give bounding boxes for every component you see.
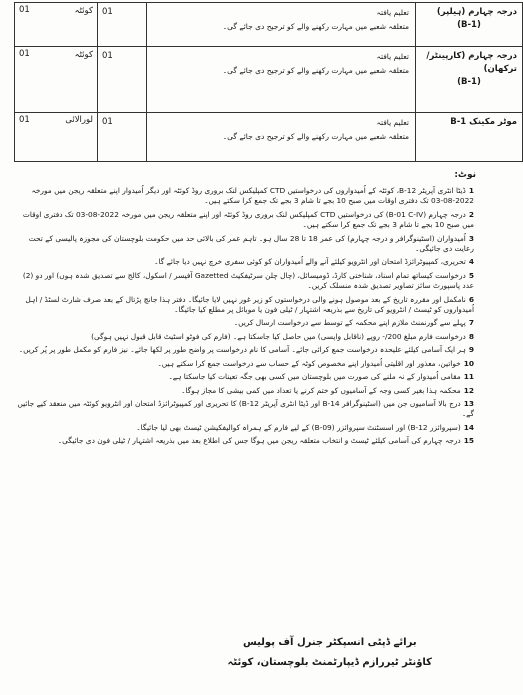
requirement-cell	[147, 112, 416, 161]
note-text: تحریری، کمپیوٹرائزڈ امتحان اور انٹرویو کیلئے آنے والے اُمیدواران کو کوئی سفری خرچ نہیں دیا جائے گا۔	[154, 257, 466, 267]
note-text: نامکمل اور مقررہ تاریخ کے بعد موصول ہونے والی درخواستوں کو زیر غور نہیں لایا جائیگا۔ دفتر ہذا جانچ پڑتال کے بعد صرف شارٹ لسٹڈ / اہل اُمیدواروں کو ٹیسٹ / انٹرویو کی تاریخ سے بذریعہ اشتہار / ٹیلی فون یا موبائل پر مطلع کیا جائیگا۔	[25, 294, 474, 315]
note-text: درج بالا آسامیوں جن میں (اسٹینوگرافر B-14 اور ڈیٹا انٹری آپریٹر B-12) کا تحریری اور کمپیوٹرائزڈ امتحان اور انٹرویو کوئٹہ میں منعقد کیے جائیں گے۔	[17, 398, 474, 419]
note-text: اُمیدواران (اسٹینوگرافر و درجہ چہارم) کی عمر 18 تا 28 سال ہو۔ تاہم عمر کی بالائی حد میں حکومت بلوچستان کی مجوزہ پالیسی کے تحت رعایت دی جائیگی۔	[28, 233, 474, 254]
area-cell	[15, 3, 98, 47]
area-count: 01	[19, 114, 30, 125]
note-number: 9	[468, 345, 474, 355]
post-title: درجہ چہارم (ہیلپر)	[436, 7, 517, 17]
note-text: خواتین، معذور اور اقلیتی اُمیدوار اپنے مخصوص کوٹہ کے حساب سے درخواست جمع کرا سکتے ہیں۔	[157, 358, 461, 368]
note-item	[16, 345, 474, 355]
area-cell	[15, 112, 98, 161]
signature-block	[228, 633, 432, 673]
note-item	[16, 436, 474, 446]
area-count: 01	[19, 49, 30, 60]
note-item	[16, 186, 474, 207]
post-code: (B-1)	[457, 77, 481, 88]
area-label: کوئٹہ	[74, 6, 93, 16]
vacancy-table	[14, 2, 523, 162]
table-row	[15, 112, 523, 161]
note-number: 2	[468, 209, 474, 219]
table-row	[15, 3, 523, 47]
requirement-line: تعلیم یافتہ	[376, 8, 409, 17]
requirement-line: تعلیم یافتہ	[376, 117, 409, 127]
count-cell: 01	[98, 112, 147, 161]
area-cell	[15, 47, 98, 112]
count-cell: 01	[98, 47, 147, 112]
requirement-line: تعلیم یافتہ	[376, 52, 409, 62]
note-item	[16, 295, 474, 316]
note-item	[16, 423, 474, 433]
note-number: 7	[468, 318, 474, 328]
note-item	[16, 359, 474, 369]
post-cell	[416, 112, 523, 161]
post-title: موٹر مکینک B-1	[450, 116, 517, 127]
note-number: 14	[463, 422, 474, 432]
note-text: ڈیٹا انٹری آپریٹر B-12، کوئٹہ کے اُمیدواروں کی درخواستیں CTD کمپلیکس لنک بروری روڈ کوئٹہ اور دیگر اُمیدوار اپنے متعلقہ ریجن میں مورخہ 2022-08-03 تک دفتری اوقات میں صبح 10 بجے تا شام 3 بجے تک جمع کرا سکتے ہیں۔	[31, 186, 474, 206]
note-text: درجہ چہارم (B-01 C-IV) کی درخواستیں CTD کمپلیکس لنک بروری روڈ کوئٹہ اور اپنے متعلقہ ریجن میں مورخہ 2022-08-03 تک دفتری اوقات میں صبح 10 بجے تا شام 3 بجے تک جمع کرا سکتے ہیں۔	[22, 209, 474, 230]
post-cell	[416, 47, 523, 112]
note-item	[16, 257, 474, 267]
note-item	[16, 372, 474, 382]
count-cell: 01	[98, 3, 147, 47]
note-item	[16, 271, 474, 292]
note-text: ہر ایک آسامی کیلئے علیحدہ درخواست جمع کرائی جائے۔ آسامی کا نام درخواست پر واضح طور پر لکھا جائے۔ نیز فارم کو مکمل طور پر پُر کریں۔	[18, 345, 466, 355]
requirement-cell	[147, 47, 416, 112]
note-number: 1	[468, 186, 474, 195]
note-number: 3	[468, 233, 474, 243]
area-label: کوئٹہ	[74, 50, 93, 61]
note-number: 10	[463, 358, 474, 368]
notes-heading: نوٹ:	[454, 170, 476, 180]
note-number: 11	[463, 372, 474, 382]
note-item	[16, 318, 474, 328]
area-count: 01	[19, 5, 30, 15]
area-label: لورالائی	[65, 114, 93, 125]
note-item	[16, 399, 474, 420]
note-item	[16, 234, 474, 255]
note-text: درجہ چہارم کی آسامی کیلئے ٹیسٹ و انتخاب متعلقہ ریجن میں ہوگا جس کی اطلاع بعد میں بذریعہ اشتہار / ٹیلی فون دی جائیگی۔	[57, 436, 461, 446]
note-number: 6	[468, 294, 474, 304]
requirement-line: متعلقہ شعبے میں مہارت رکھنے والے کو ترجیح دی جائے گی۔	[222, 66, 409, 76]
requirement-cell	[147, 3, 416, 47]
note-text: (سپروائزر B-12) اور اسسٹنٹ سپروائزر (B-09) کے لیے فارم کے ہمراہ کوالیفکیشن ٹیسٹ بھی لیا جائیگا۔	[136, 422, 461, 432]
note-text: درخواست فارم مبلغ 200/- روپے (ناقابل واپسی) میں حاصل کیا جاسکتا ہے۔ (فارم کی فوٹو اسٹیٹ قابل قبول نہیں ہوگی)	[91, 331, 466, 341]
note-number: 8	[468, 331, 474, 341]
note-text: درخواست کیساتھ تمام اسناد، شناختی کارڈ، ڈومیسائل، (چال چلن سرٹیفکیٹ Gazetted آفیسر / اسکول، کالج سے تصدیق شدہ ہوں) اور دو (2) عدد پاسپورٹ سائز تصاویر تصدیق شدہ منسلک کریں۔	[22, 270, 474, 291]
note-text: پہلے سے گورنمنٹ ملازم اپنے محکمہ کے توسط سے درخواست ارسال کریں۔	[233, 318, 466, 328]
notes-list	[16, 186, 474, 450]
post-code: (B-1)	[457, 20, 481, 30]
note-text: محکمہ ہذا بغیر کسی وجہ کے آسامیوں کو ختم کرنے یا تعداد میں کمی بیشی کا مجاز ہوگا۔	[181, 385, 461, 395]
department-name: کاؤنٹر ٹیررازم ڈیپارٹمنٹ بلوچستان، کوئٹہ	[227, 657, 432, 668]
note-number: 5	[468, 270, 474, 280]
requirement-line: متعلقہ شعبے میں مہارت رکھنے والے کو ترجیح دی جائے گی۔	[222, 22, 409, 31]
note-item	[16, 210, 474, 231]
post-cell	[416, 3, 523, 47]
requirement-line: متعلقہ شعبے میں مہارت رکھنے والے کو ترجیح دی جائے گی۔	[222, 131, 409, 141]
note-item	[16, 386, 474, 396]
post-title: درجہ چہارم (کارپینٹر/ ترکھان)	[426, 51, 517, 75]
note-number: 4	[468, 257, 474, 267]
note-number: 12	[463, 385, 474, 395]
note-number: 15	[463, 436, 474, 446]
table-row	[15, 47, 523, 112]
signatory-title: برائے ڈپٹی انسپکٹر جنرل آف پولیس	[242, 637, 417, 648]
note-number: 13	[463, 398, 474, 408]
note-item	[16, 332, 474, 342]
note-text: مقامی اُمیدوار کے نہ ملنے کی صورت میں بلوچستان میں کسی بھی جگہ تعینات کیا جاسکتا ہے۔	[168, 372, 461, 382]
